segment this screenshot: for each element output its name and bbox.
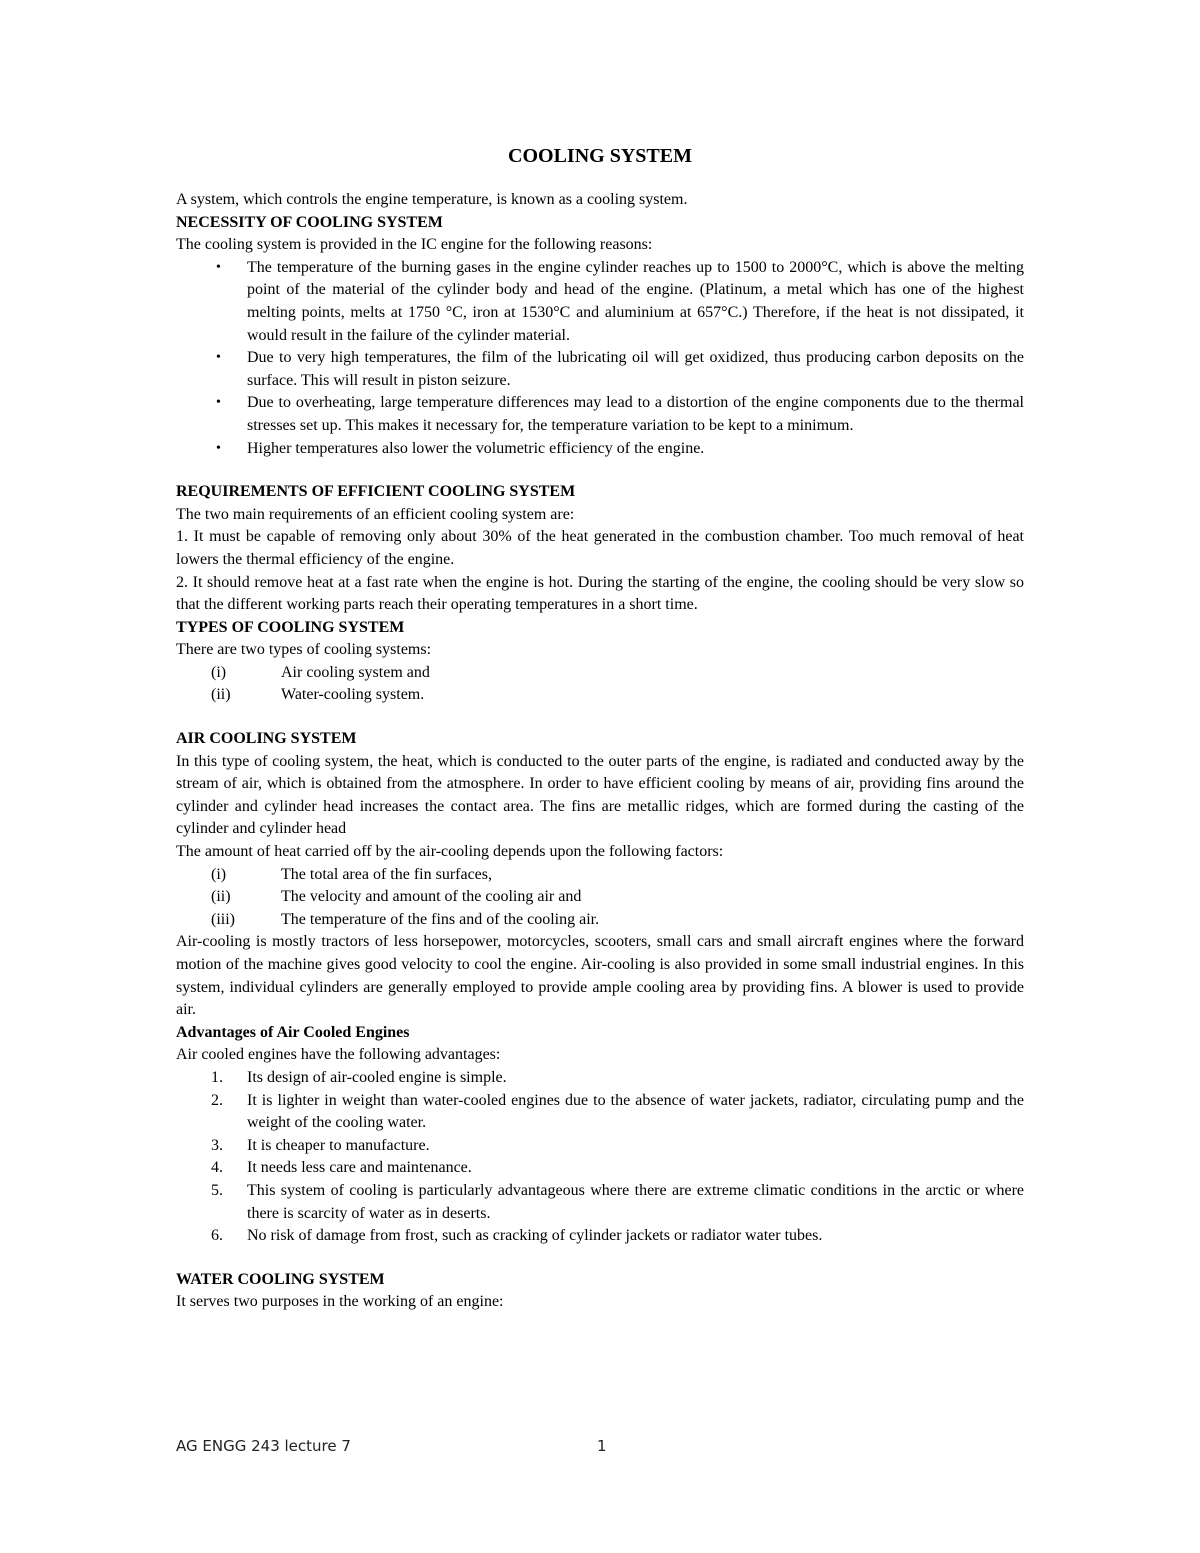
list-item-text: Due to very high temperatures, the film of the lubricating oil will get oxidized, thus producing carbon deposits on the surface. This will result in piston seizure. <box>247 349 1024 389</box>
spacer <box>176 460 1024 481</box>
heading-necessity: NECESSITY OF COOLING SYSTEM <box>176 213 443 231</box>
requirement-item-1: 1. It must be capable of removing only about 30% of the heat generated in the combustion chamber. Too much removal of heat lowers the thermal efficiency of the engine. <box>176 528 1024 568</box>
heading-water-cooling: WATER COOLING SYSTEM <box>176 1270 385 1288</box>
list-item <box>176 909 1024 932</box>
list-item-text: Air cooling system and <box>281 663 430 681</box>
list-item <box>176 662 1024 685</box>
spacer <box>176 1248 1024 1269</box>
list-item <box>176 1157 1024 1180</box>
list-item-text: Due to overheating, large temperature differences may lead to a distortion of the engine components due to the thermal stresses set up. This makes it necessary for, the temperature variation to be kept to a minimum. <box>247 394 1024 434</box>
requirements-lead: The two main requirements of an efficient cooling system are: <box>176 505 575 523</box>
bullet-icon: • <box>216 259 221 275</box>
list-marker: (i) <box>211 865 227 883</box>
list-item-text: No risk of damage from frost, such as cracking of cylinder jackets or radiator water tubes. <box>247 1227 823 1245</box>
list-item <box>176 1180 1024 1225</box>
air-paragraph-2: The amount of heat carried off by the air-cooling depends upon the following factors: <box>176 843 724 861</box>
advantages-list <box>176 1067 1024 1248</box>
necessity-bullet-list <box>176 257 1024 460</box>
list-marker: (ii) <box>211 686 231 704</box>
list-item <box>176 1090 1024 1135</box>
types-lead: There are two types of cooling systems: <box>176 641 432 659</box>
list-item-text: The total area of the fin surfaces, <box>281 865 493 883</box>
list-item-text: It is lighter in weight than water-cooled engines due to the absence of water jackets, radiator, circulating pump and the weight of the cooling water. <box>247 1091 1024 1132</box>
list-item-text: The temperature of the burning gases in the engine cylinder reaches up to 1500 to 2000°C, which is above the melting point of the material of the cylinder body and head of the engine. (Platinum, a metal which has one of the highest melting points, melts at 1750 °C, iron at 1530°C and aluminium at 657°C.) Therefore, if the heat is not dissipated, it would result in the failure of the cylinder material. <box>247 258 1024 344</box>
list-item-text: Water-cooling system. <box>281 686 425 704</box>
air-paragraph-3: Air-cooling is mostly tractors of less horsepower, motorcycles, scooters, small cars and small aircraft engines where the forward motion of the machine gives good velocity to cool the engine. Air-cooling is also provided in some small industrial engines. In this system, individual cylinders are generally employed to provide ample cooling area by providing fins. A blower is used to provide air. <box>176 933 1024 1019</box>
list-marker: 2. <box>211 1091 223 1109</box>
list-item-text: This system of cooling is particularly advantageous where there are extreme climatic conditions in the arctic or where there is scarcity of water as in deserts. <box>247 1181 1024 1222</box>
list-item <box>176 438 1024 461</box>
list-item <box>176 1067 1024 1090</box>
list-item <box>176 347 1024 392</box>
air-paragraph-1: In this type of cooling system, the heat, which is conducted to the outer parts of the engine, is radiated and conducted away by the stream of air, which is obtained from the atmosphere. In order to have efficient cooling by means of air, providing fins around the cylinder and cylinder head increases the contact area. The fins are metallic ridges, which are formed during the casting of the cylinder and cylinder head <box>176 752 1024 838</box>
heading-types: TYPES OF COOLING SYSTEM <box>176 618 405 636</box>
heading-air-cooling: AIR COOLING SYSTEM <box>176 730 357 748</box>
types-list <box>176 662 1024 707</box>
advantages-lead: Air cooled engines have the following advantages: <box>176 1046 501 1064</box>
list-item-text: Its design of air-cooled engine is simple. <box>247 1068 507 1086</box>
air-factors-list <box>176 864 1024 932</box>
list-item-text: It is cheaper to manufacture. <box>247 1136 430 1154</box>
list-marker: 1. <box>211 1068 223 1086</box>
list-item-text: The velocity and amount of the cooling air and <box>281 888 582 906</box>
page-number: 1 <box>597 1437 607 1455</box>
document-body <box>176 143 1024 1314</box>
necessity-lead: The cooling system is provided in the IC engine for the following reasons: <box>176 236 653 254</box>
bullet-icon: • <box>216 440 221 456</box>
list-item <box>176 257 1024 347</box>
list-marker: 3. <box>211 1136 223 1154</box>
list-item <box>176 1135 1024 1158</box>
spacer <box>176 707 1024 728</box>
page-title: COOLING SYSTEM <box>508 145 692 167</box>
list-marker: 5. <box>211 1181 223 1199</box>
footer-course-label: AG ENGG 243 lecture 7 <box>176 1437 351 1455</box>
list-marker: (ii) <box>211 888 231 906</box>
requirement-item-2: 2. It should remove heat at a fast rate when the engine is hot. During the starting of the engine, the cooling should be very slow so that the different working parts reach their operating temperatures in a short time. <box>176 573 1024 614</box>
heading-requirements: REQUIREMENTS OF EFFICIENT COOLING SYSTEM <box>176 483 576 501</box>
list-item-text: The temperature of the fins and of the cooling air. <box>281 910 600 928</box>
list-item <box>176 684 1024 707</box>
list-item <box>176 864 1024 887</box>
list-marker: (iii) <box>211 910 235 928</box>
intro-paragraph: A system, which controls the engine temperature, is known as a cooling system. <box>176 191 688 208</box>
list-item <box>176 1225 1024 1248</box>
water-lead: It serves two purposes in the working of an engine: <box>176 1293 504 1311</box>
list-item <box>176 392 1024 437</box>
bullet-icon: • <box>216 395 221 411</box>
list-item <box>176 886 1024 909</box>
list-marker: 4. <box>211 1159 223 1177</box>
bullet-icon: • <box>216 350 221 366</box>
list-marker: 6. <box>211 1227 223 1245</box>
heading-advantages: Advantages of Air Cooled Engines <box>176 1023 410 1041</box>
list-item-text: It needs less care and maintenance. <box>247 1159 472 1177</box>
list-item-text: Higher temperatures also lower the volumetric efficiency of the engine. <box>247 439 705 457</box>
list-marker: (i) <box>211 663 227 681</box>
